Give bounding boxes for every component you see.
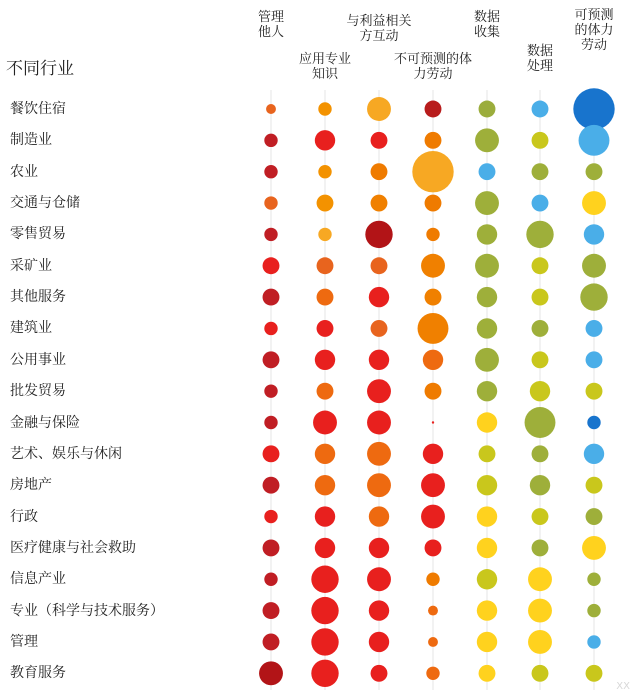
bubble-point xyxy=(318,102,331,115)
bubble-point xyxy=(264,165,277,178)
bubble-point xyxy=(264,573,277,586)
bubble-point xyxy=(315,475,335,495)
bubble-point xyxy=(532,132,549,149)
bubble-point xyxy=(528,630,552,654)
bubble-point xyxy=(317,257,334,274)
bubble-point xyxy=(425,289,442,306)
bubble-point xyxy=(475,348,499,372)
bubble-point xyxy=(477,632,497,652)
bubble-point xyxy=(532,257,549,274)
bubble-point xyxy=(532,163,549,180)
bubble-point xyxy=(371,132,388,149)
row-label: 批发贸易 xyxy=(10,383,66,400)
bubble-point xyxy=(315,350,335,370)
bubble-point xyxy=(421,254,445,278)
watermark-logo: XX xyxy=(616,681,630,692)
bubble-point xyxy=(367,442,391,466)
bubble-point xyxy=(313,411,337,435)
bubble-point xyxy=(479,665,496,682)
bubble-point xyxy=(317,320,334,337)
bubble-point xyxy=(421,473,445,497)
bubble-point xyxy=(586,351,603,368)
row-label: 制造业 xyxy=(10,132,52,149)
bubble-point xyxy=(428,606,438,616)
bubble-point xyxy=(425,132,442,149)
bubble-point xyxy=(532,351,549,368)
row-label: 房地产 xyxy=(10,477,52,494)
bubble-point xyxy=(477,475,497,495)
bubble-point xyxy=(532,508,549,525)
bubble-point xyxy=(586,163,603,180)
column-header: 可预测 的体力 劳动 xyxy=(574,8,614,53)
bubble-point xyxy=(264,196,277,209)
bubble-point xyxy=(263,351,280,368)
row-label: 教育服务 xyxy=(10,665,66,682)
bubble-point xyxy=(264,134,277,147)
bubble-point xyxy=(586,508,603,525)
bubble-point xyxy=(587,573,600,586)
bubble-point xyxy=(428,637,438,647)
bubble-point xyxy=(426,667,439,680)
bubble-point xyxy=(477,569,497,589)
bubble-point xyxy=(263,602,280,619)
bubble-point xyxy=(263,539,280,556)
bubble-point xyxy=(423,350,443,370)
bubble-point xyxy=(259,661,283,685)
bubble-point xyxy=(584,444,604,464)
bubble-point xyxy=(426,573,439,586)
bubble-point xyxy=(367,97,391,121)
bubble-point xyxy=(477,600,497,620)
bubble-point xyxy=(525,407,556,438)
bubble-point xyxy=(477,506,497,526)
bubble-point xyxy=(582,191,606,215)
bubble-point xyxy=(367,473,391,497)
bubble-point xyxy=(584,224,604,244)
bubble-point xyxy=(367,411,391,435)
bubble-point xyxy=(369,506,389,526)
bubble-point xyxy=(432,421,434,423)
bubble-point xyxy=(418,313,449,344)
bubble-point xyxy=(263,477,280,494)
bubble-point xyxy=(311,660,338,687)
bubble-point xyxy=(423,444,443,464)
bubble-point xyxy=(532,320,549,337)
bubble-point xyxy=(264,228,277,241)
bubble-point xyxy=(367,567,391,591)
bubble-point xyxy=(371,257,388,274)
bubble-point xyxy=(582,536,606,560)
row-label: 建筑业 xyxy=(10,320,52,337)
bubble-point xyxy=(315,130,335,150)
bubble-point xyxy=(532,289,549,306)
bubble-point xyxy=(479,163,496,180)
bubble-point xyxy=(371,665,388,682)
bubble-point xyxy=(532,539,549,556)
bubble-point xyxy=(425,195,442,212)
bubble-point xyxy=(318,165,331,178)
bubble-point xyxy=(528,567,552,591)
bubble-point xyxy=(475,128,499,152)
bubble-point xyxy=(587,604,600,617)
bubble-point xyxy=(530,475,550,495)
bubble-point xyxy=(367,379,391,403)
bubble-point xyxy=(369,632,389,652)
bubble-point xyxy=(426,228,439,241)
bubble-point xyxy=(587,635,600,648)
bubble-point xyxy=(573,88,614,129)
bubble-point xyxy=(264,510,277,523)
column-header: 与利益相关 方互动 xyxy=(346,14,412,44)
bubble-point xyxy=(263,289,280,306)
bubble-point xyxy=(532,195,549,212)
column-header: 数据 收集 xyxy=(473,10,500,40)
bubble-point xyxy=(315,444,335,464)
bubble-point xyxy=(475,254,499,278)
bubble-point xyxy=(587,416,600,429)
bubble-point xyxy=(371,163,388,180)
bubble-point xyxy=(580,283,607,310)
bubble-point xyxy=(477,538,497,558)
bubble-point xyxy=(425,383,442,400)
bubble-point xyxy=(425,539,442,556)
bubble-point xyxy=(318,228,331,241)
bubble-point xyxy=(477,381,497,401)
row-label: 艺术、娱乐与休闲 xyxy=(10,445,122,462)
bubble-point xyxy=(317,383,334,400)
row-label: 公用事业 xyxy=(10,351,66,368)
bubble-point xyxy=(477,287,497,307)
bubble-point xyxy=(586,665,603,682)
row-label: 农业 xyxy=(10,163,38,180)
bubble-point xyxy=(264,416,277,429)
column-header: 管理 他人 xyxy=(257,10,284,40)
bubble-point xyxy=(311,628,338,655)
bubble-point xyxy=(369,600,389,620)
bubble-point xyxy=(263,634,280,651)
bubble-point xyxy=(369,538,389,558)
column-header: 不可预测的体 力劳动 xyxy=(393,52,472,82)
bubble-point xyxy=(317,195,334,212)
row-label: 金融与保险 xyxy=(10,414,80,431)
bubble-point xyxy=(479,445,496,462)
bubble-point xyxy=(532,101,549,118)
bubble-point xyxy=(479,101,496,118)
bubble-point xyxy=(586,477,603,494)
bubble-point xyxy=(586,383,603,400)
bubble-point xyxy=(315,506,335,526)
row-label: 餐饮住宿 xyxy=(10,101,66,117)
bubble-point xyxy=(264,322,277,335)
bubble-point xyxy=(263,445,280,462)
bubble-point xyxy=(477,318,497,338)
bubble-point xyxy=(365,221,392,248)
chart-title: 不同行业 xyxy=(6,59,74,79)
bubble-point xyxy=(425,101,442,118)
bubble-point xyxy=(477,412,497,432)
column-header: 应用专业 知识 xyxy=(298,52,351,82)
row-label: 零售贸易 xyxy=(10,226,66,243)
row-label: 信息产业 xyxy=(10,571,66,588)
bubble-point xyxy=(311,597,338,624)
bubble-point xyxy=(369,287,389,307)
bubble-point xyxy=(582,254,606,278)
bubble-point xyxy=(532,445,549,462)
bubble-point xyxy=(371,320,388,337)
bubble-point xyxy=(421,505,445,529)
bubble-point xyxy=(263,257,280,274)
bubble-point xyxy=(586,320,603,337)
bubble-point xyxy=(526,221,553,248)
bubble-point xyxy=(579,125,610,156)
bubble-point xyxy=(477,224,497,244)
row-label: 交通与仓储 xyxy=(10,195,80,212)
bubble-point xyxy=(264,384,277,397)
bubble-point xyxy=(266,104,276,114)
row-label: 其他服务 xyxy=(10,289,66,306)
row-label: 行政 xyxy=(10,508,38,525)
bubble-point xyxy=(315,538,335,558)
bubble-point xyxy=(528,599,552,623)
bubble-point xyxy=(475,191,499,215)
bubble-point xyxy=(530,381,550,401)
row-label: 管理 xyxy=(10,633,38,650)
bubble-point xyxy=(532,665,549,682)
bubble-point xyxy=(317,289,334,306)
bubble-point xyxy=(311,566,338,593)
row-label: 专业（科学与技术服务） xyxy=(10,602,164,619)
column-header: 数据 处理 xyxy=(526,44,553,74)
bubble-point xyxy=(412,151,453,192)
bubble-point xyxy=(369,350,389,370)
row-label: 采矿业 xyxy=(10,257,52,274)
bubble-point xyxy=(371,195,388,212)
row-label: 医疗健康与社会救助 xyxy=(10,539,136,556)
